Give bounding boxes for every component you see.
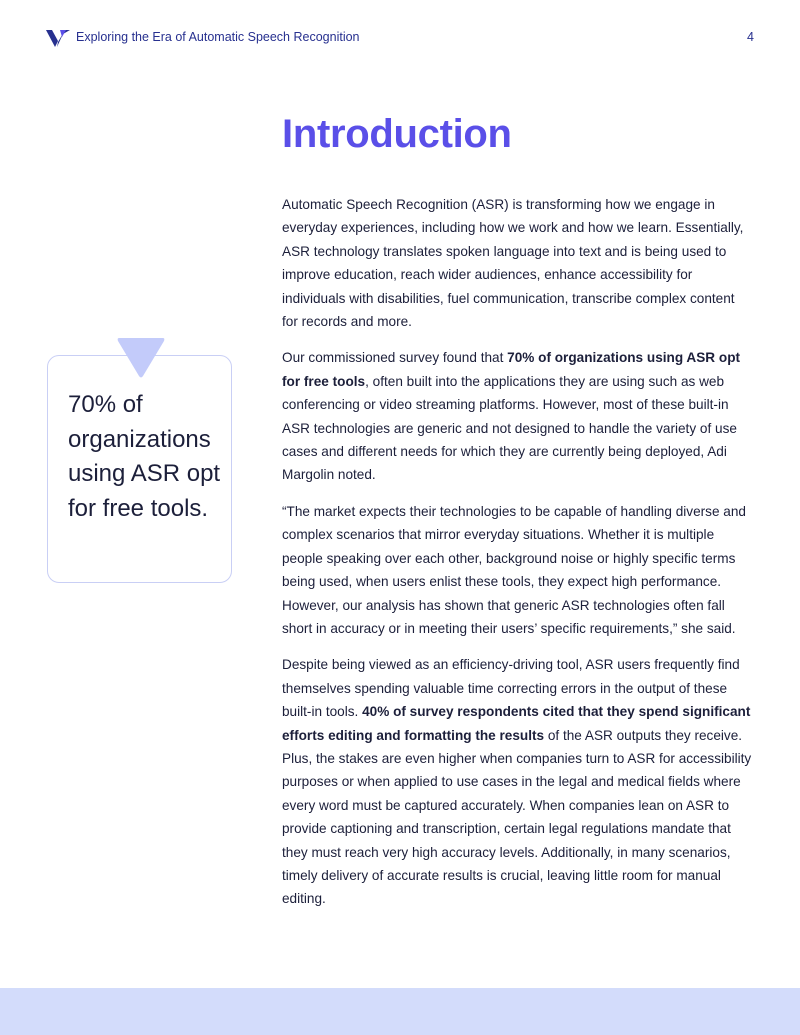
page-header — [46, 28, 754, 48]
body-paragraph — [282, 193, 754, 333]
v-logo-icon — [46, 28, 70, 48]
body-paragraph — [282, 653, 754, 910]
paragraph-text: “The market expects their technologies to be capable of handling diverse and complex scenarios that mirror everyday situations. Whether it is multiple people speaking over each other, background noise or highly specific terms being used, when users enlist these tools, they expect high performance. However, our analysis has shown that generic ASR technologies often fall short in accuracy or in meeting their users’ specific requirements,” she said. — [282, 503, 746, 636]
bold-highlight: 40% of survey respondents cited that they spend significant efforts editing and formatting the results — [282, 704, 751, 743]
callout-text: 70% of organizations using ASR opt for free tools. — [68, 391, 221, 522]
body-paragraph — [282, 346, 754, 486]
header-title: Exploring the Era of Automatic Speech Recognition — [76, 30, 360, 44]
paragraph-text: , often built into the applications they are using such as web conferencing or video streaming platforms. However, most of these built-in ASR technologies are generic and not designed to handle the variety of use cases and different needs for which they are currently being deployed, Adi Margolin noted. — [282, 373, 737, 483]
body-paragraph — [282, 500, 754, 640]
footer-band — [0, 988, 800, 1035]
bold-highlight: 70% of organizations using ASR opt for free tools — [282, 350, 741, 389]
paragraph-text: of the ASR outputs they receive. Plus, the stakes are even higher when companies turn to ASR for accessibility purposes or when applied to use cases in the legal and medical fields where every word must be captured accurately. When companies lean on ASR to provide captioning and transcription, certain legal regulations mandate that they must reach very high accuracy levels. Additionally, in many scenarios, timely delivery of accurate results is crucial, leaving little room for manual editing. — [282, 727, 752, 907]
callout-pointer-icon — [116, 336, 166, 380]
paragraph-text: Our commissioned survey found that — [282, 350, 508, 366]
paragraph-text: Despite being viewed as an efficiency-driving tool, ASR users frequently find themselves spending valuable time correcting errors in the output of these built-in tools. — [282, 657, 740, 720]
page-number: 4 — [747, 30, 754, 44]
paragraph-text: Automatic Speech Recognition (ASR) is transforming how we engage in everyday experiences, including how we work and how we learn. Essentially, ASR technology translates spoken language into text and is being used to improve education, reach wider audiences, enhance accessibility for individuals with disabilities, fuel communication, transcribe complex content for records and more. — [282, 197, 744, 330]
page-title: Introduction — [282, 112, 512, 156]
callout-box — [47, 355, 232, 583]
body-text — [282, 193, 754, 924]
